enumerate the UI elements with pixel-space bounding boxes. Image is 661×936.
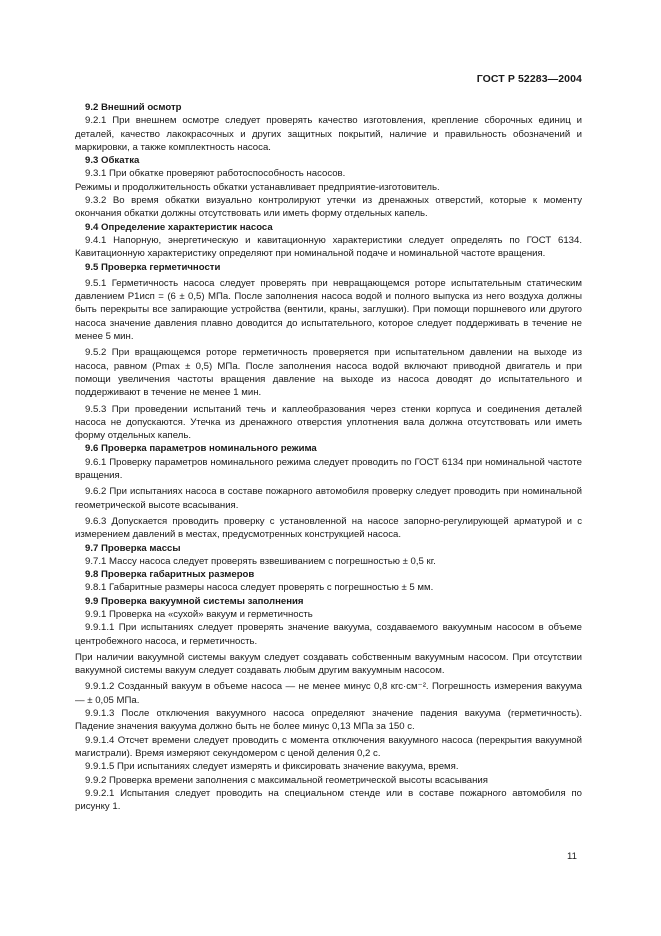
section-heading: 9.9 Проверка вакуумной системы заполнения — [85, 595, 304, 607]
paragraph: 9.3.2 Во время обкатки визуально контролируют утечки из дренажных отверстий, которые к моменту окончания обкатки должны отсутствовать или иметь форму отдельных капель. — [75, 195, 582, 220]
page-number: 11 — [567, 851, 577, 862]
paragraph: 9.5.2 При вращающемся роторе герметичность проверяется при испытательном давлении на выходе из насоса, равном (Pmax ± 0,5) МПа. После заполнения насоса водой включают приводной двигатель и при помощи увеличения частоты вращения давление на выходе из насоса доводят до испытательного и поддерживают в течение не менее 1 мин. — [75, 347, 582, 399]
paragraph: 9.7.1 Массу насоса следует проверять взвешиванием с погрешностью ± 0,5 кг. — [85, 555, 436, 567]
paragraph: 9.6.1 Проверку параметров номинального режима следует проводить по ГОСТ 6134 при номинальной частоте вращения. — [75, 456, 582, 482]
paragraph: 9.5.3 При проведении испытаний течь и каплеобразования через стенки корпуса и соединения деталей насоса не допускаются. Утечка из дренажного отверстия уплотнения вала должна отсутствовать или иметь форму отдельных капель. — [75, 403, 582, 442]
paragraph: 9.9.1.5 При испытаниях следует измерять и фиксировать значение вакуума, время. — [85, 761, 459, 773]
paragraph: 9.9.2 Проверка времени заполнения с максимальной геометрической высоты всасывания — [85, 774, 488, 786]
section-heading: 9.3 Обкатка — [85, 155, 140, 167]
paragraph: 9.6.3 Допускается проводить проверку с установленной на насосе запорно-регулирующей арматурой и с измерением давлений в местах, предусмотренных конструкцией насоса. — [75, 515, 582, 541]
paragraph: 9.5.1 Герметичность насоса следует проверять при невращающемся роторе испытательным статическим давлением P1исп = (6 ± 0,5) МПа. После заполнения насоса водой и полного выпуска из него воздуха должны быть перекрыты все запирающие устройства (вентили, краны, заглушки). При помощи поршневого или другого насоса значение давления плавно доводится до испытательного, которое следует поддерживать в течение не менее 5 мин. — [75, 277, 582, 343]
document-body — [75, 101, 582, 813]
paragraph: 9.9.1.3 После отключения вакуумного насоса определяют значение падения вакуума (герметичность). Падение значения вакуума должно быть не более минус 0,13 МПа за 150 с. — [75, 708, 582, 733]
section-heading: 9.7 Проверка массы — [85, 542, 181, 554]
paragraph: 9.3.1 При обкатке проверяют работоспособность насосов. — [85, 168, 346, 180]
standard-designation: ГОСТ Р 52283—2004 — [476, 73, 582, 85]
paragraph: При наличии вакуумной системы вакуум следует создавать собственным вакуумным насосом. При отсутствии вакуумной системы вакуум следует создавать любым другим вакуумным насосом. — [75, 651, 582, 677]
paragraph: 9.8.1 Габаритные размеры насоса следует проверять с погрешностью ± 5 мм. — [85, 582, 434, 594]
section-heading: 9.2 Внешний осмотр — [85, 102, 182, 113]
paragraph: 9.9.1 Проверка на «сухой» вакуум и герметичность — [85, 608, 313, 620]
section-heading: 9.6 Проверка параметров номинального режима — [85, 443, 317, 455]
paragraph: Режимы и продолжительность обкатки устанавливает предприятие-изготовитель. — [75, 181, 440, 193]
section-heading: 9.8 Проверка габаритных размеров — [85, 569, 255, 581]
paragraph: 9.4.1 Напорную, энергетическую и кавитационную характеристики следует определять по ГОСТ 6134. Кавитационную характеристику определяют при номинальной подаче и номинальной частоте вращения. — [75, 234, 582, 260]
paragraph: 9.9.1.1 При испытаниях следует проверять значение вакуума, создаваемого вакуумным насосом в объеме центробежного насоса, и герметичность. — [75, 622, 582, 647]
paragraph: 9.2.1 При внешнем осмотре следует проверять качество изготовления, крепление сборочных единиц и деталей, качество лакокрасочных и других защитных покрытий, наличие и правильность обозначений и маркировки, а также комплектность насоса. — [75, 115, 582, 153]
section-heading: 9.4 Определение характеристик насоса — [85, 221, 273, 233]
paragraph: 9.9.2.1 Испытания следует проводить на специальном стенде или в составе пожарного автомобиля по рисунку 1. — [75, 787, 582, 813]
paragraph: 9.9.1.4 Отсчет времени следует проводить с момента отключения вакуумного насоса (перекрытия вакуумной магистрали). Время измеряют секундомером с ценой деления 0,2 с. — [75, 734, 582, 759]
section-heading: 9.5 Проверка герметичности — [85, 261, 221, 273]
paragraph: 9.6.2 При испытаниях насоса в составе пожарного автомобиля проверку следует проводить при номинальной геометрической высоте всасывания. — [75, 486, 582, 511]
paragraph: 9.9.1.2 Созданный вакуум в объеме насоса — не менее минус 0,8 кгс·см⁻². Погрешность измерения вакуума — ± 0,05 МПа. — [75, 681, 582, 706]
